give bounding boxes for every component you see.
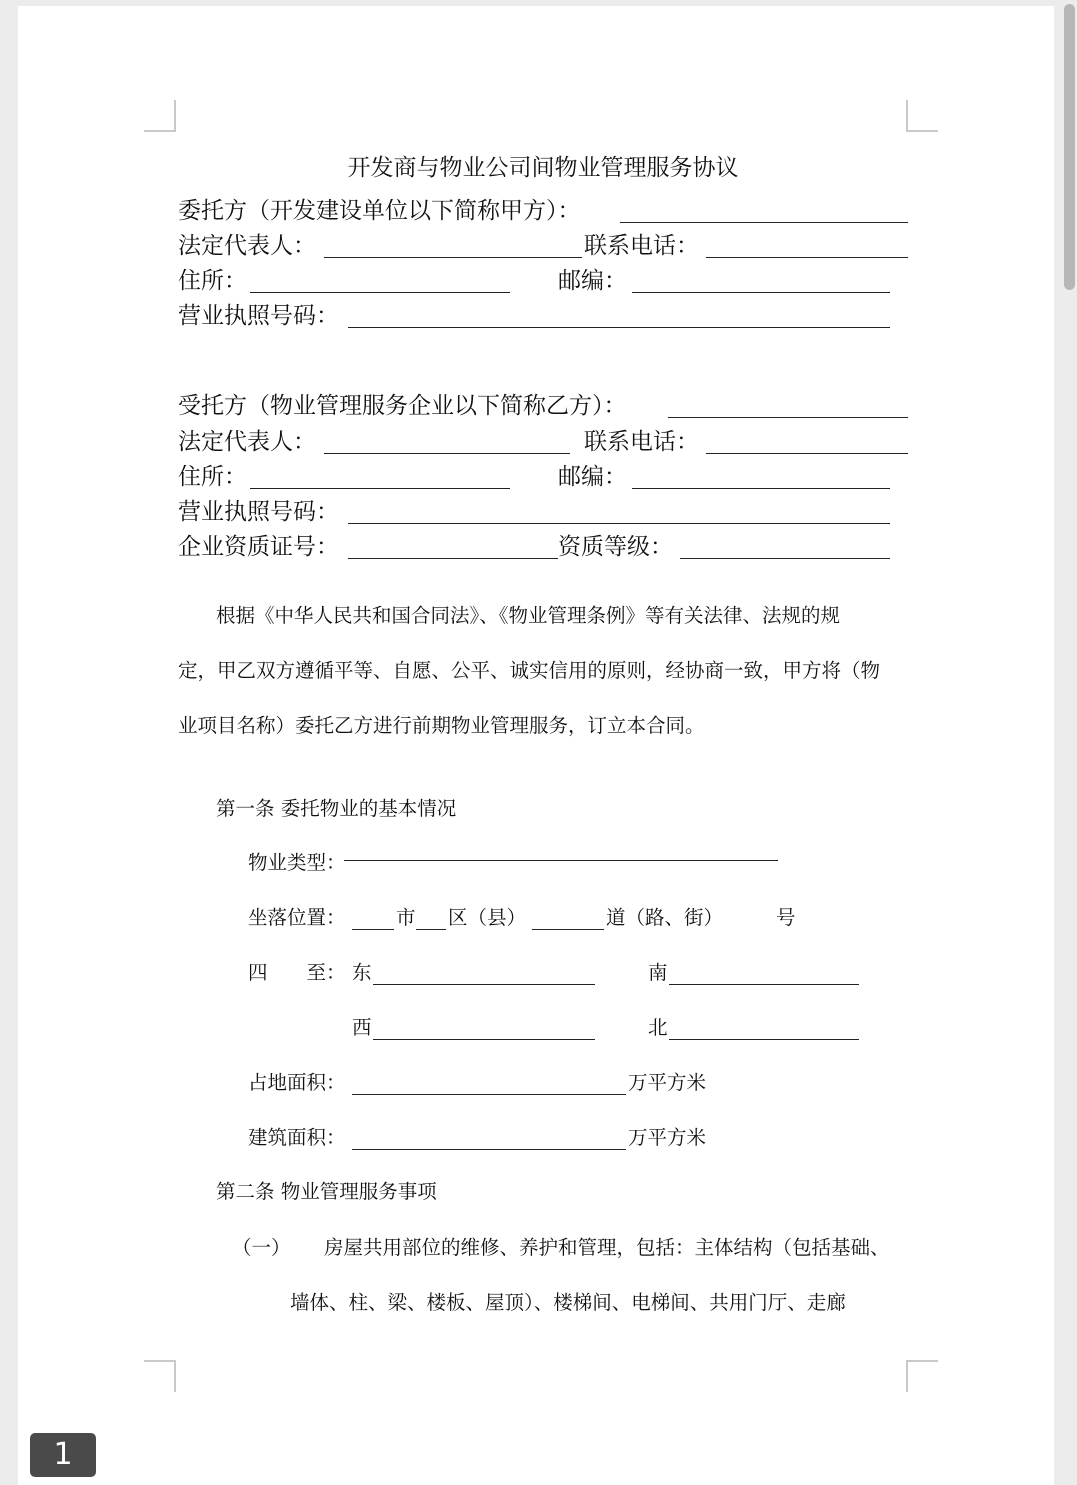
boundary-north-blank bbox=[669, 1039, 859, 1040]
party-a-license-label: 营业执照号码： bbox=[178, 303, 339, 329]
party-b-cert-no-blank bbox=[348, 558, 558, 559]
party-a-phone-blank bbox=[706, 257, 908, 258]
location-district-blank bbox=[416, 929, 446, 930]
party-a-legal-rep-blank bbox=[324, 257, 582, 258]
article-1-heading: 第一条 委托物业的基本情况 bbox=[216, 797, 457, 820]
boundary-south-blank bbox=[669, 984, 859, 985]
party-a-address-label: 住所： bbox=[178, 268, 247, 294]
boundary-west-label: 西 bbox=[352, 1016, 372, 1039]
crop-mark-top-right bbox=[906, 100, 938, 132]
location-district-label: 区（县） bbox=[448, 906, 527, 929]
crop-mark-top-left bbox=[144, 100, 176, 132]
vertical-scrollbar-thumb[interactable] bbox=[1064, 4, 1075, 290]
article-2-item-1-line-1: 房屋共用部位的维修、养护和管理，包括：主体结构（包括基础、 bbox=[324, 1236, 890, 1259]
party-b-address-blank bbox=[250, 488, 510, 489]
party-a-address-blank bbox=[250, 292, 510, 293]
article-2-item-1-marker: （一） bbox=[232, 1236, 291, 1259]
land-area-unit: 万平方米 bbox=[628, 1071, 707, 1094]
boundary-east-blank bbox=[373, 984, 595, 985]
page-number-badge: 1 bbox=[30, 1433, 96, 1477]
boundary-east-label: 东 bbox=[352, 961, 372, 984]
party-a-license-blank bbox=[348, 327, 890, 328]
party-b-header: 受托方（物业管理服务企业以下简称乙方）： bbox=[178, 393, 627, 419]
document-page bbox=[18, 6, 1054, 1485]
preamble-line-3: 业项目名称）委托乙方进行前期物业管理服务，订立本合同。 bbox=[178, 714, 705, 737]
party-a-postcode-label: 邮编： bbox=[558, 268, 627, 294]
party-a-phone-label: 联系电话： bbox=[584, 233, 699, 259]
preamble-line-1: 根据《中华人民共和国合同法》、《物业管理条例》等有关法律、法规的规 bbox=[216, 604, 841, 627]
location-road-blank bbox=[532, 929, 604, 930]
land-area-blank bbox=[352, 1094, 626, 1095]
location-city-label: 市 bbox=[396, 906, 416, 929]
boundary-label: 四 至： bbox=[248, 961, 346, 984]
document-title: 开发商与物业公司间物业管理服务协议 bbox=[347, 155, 739, 181]
party-b-license-blank bbox=[348, 523, 890, 524]
party-b-legal-rep-label: 法定代表人： bbox=[178, 429, 316, 455]
building-area-label: 建筑面积： bbox=[248, 1126, 346, 1149]
building-area-unit: 万平方米 bbox=[628, 1126, 707, 1149]
preamble-line-2: 定，甲乙双方遵循平等、自愿、公平、诚实信用的原则，经协商一致，甲方将（物 bbox=[178, 659, 881, 682]
building-area-blank bbox=[352, 1149, 626, 1150]
party-b-phone-blank bbox=[706, 453, 908, 454]
property-type-blank bbox=[344, 860, 778, 861]
boundary-north-label: 北 bbox=[648, 1016, 668, 1039]
location-road-label: 道（路、街） bbox=[606, 906, 724, 929]
boundary-west-blank bbox=[373, 1039, 595, 1040]
party-b-cert-no-label: 企业资质证号： bbox=[178, 534, 339, 560]
land-area-label: 占地面积： bbox=[248, 1071, 346, 1094]
party-a-legal-rep-label: 法定代表人： bbox=[178, 233, 316, 259]
article-2-item-1-line-2: 墙体、柱、梁、楼板、屋顶）、楼梯间、电梯间、共用门厅、走廊 bbox=[290, 1291, 846, 1314]
location-city-blank bbox=[352, 929, 394, 930]
party-b-license-label: 营业执照号码： bbox=[178, 499, 339, 525]
party-a-header: 委托方（开发建设单位以下简称甲方）： bbox=[178, 198, 581, 224]
location-label: 坐落位置： bbox=[248, 906, 346, 929]
party-b-legal-rep-blank bbox=[324, 453, 570, 454]
party-b-postcode-blank bbox=[632, 488, 890, 489]
party-b-phone-label: 联系电话： bbox=[584, 429, 699, 455]
party-b-name-blank bbox=[668, 417, 908, 418]
party-b-address-label: 住所： bbox=[178, 464, 247, 490]
party-a-name-blank bbox=[620, 222, 908, 223]
crop-mark-bottom-right bbox=[906, 1360, 938, 1392]
location-number-label: 号 bbox=[776, 906, 796, 929]
party-b-postcode-label: 邮编： bbox=[558, 464, 627, 490]
crop-mark-bottom-left bbox=[144, 1360, 176, 1392]
boundary-south-label: 南 bbox=[648, 961, 668, 984]
property-type-label: 物业类型： bbox=[248, 851, 346, 874]
party-a-postcode-blank bbox=[632, 292, 890, 293]
party-b-cert-level-blank bbox=[680, 558, 890, 559]
party-b-cert-level-label: 资质等级： bbox=[558, 534, 673, 560]
article-2-heading: 第二条 物业管理服务事项 bbox=[216, 1180, 437, 1203]
